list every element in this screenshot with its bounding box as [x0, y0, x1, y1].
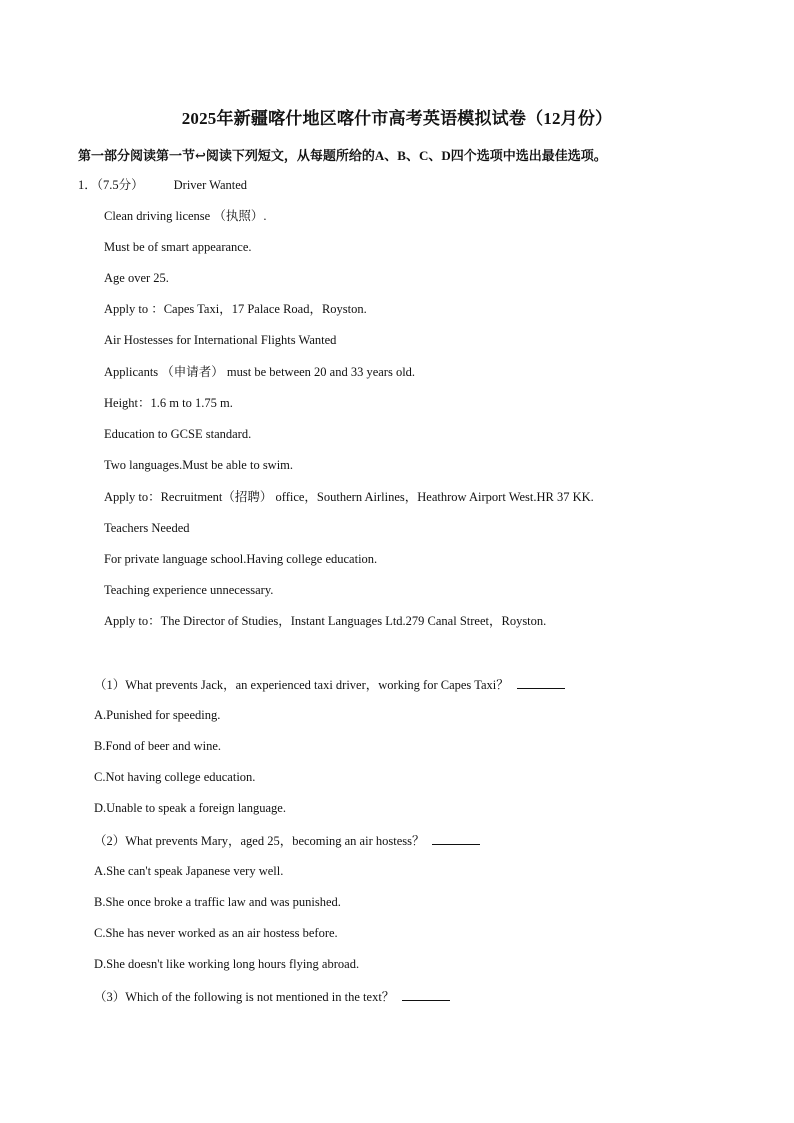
- sub-question-stem: （3）Which of the following is not mentioned in the text？: [94, 988, 450, 1005]
- option-b: B.Fond of beer and wine.: [94, 739, 222, 753]
- ad-line: Age over 25.: [104, 271, 169, 285]
- section-heading: 第一部分阅读第一节↩阅读下列短文，从每题所给的A、B、C、D四个选项中选出最佳选项。: [78, 148, 607, 163]
- ad-line: Education to GCSE standard.: [104, 427, 252, 441]
- ad-line: Two languages.Must be able to swim.: [104, 458, 294, 472]
- option-b: B.She once broke a traffic law and was punished.: [94, 895, 341, 909]
- answer-blank[interactable]: [402, 988, 450, 1001]
- page-title: 2025年新疆喀什地区喀什市高考英语模拟试卷（12月份）: [181, 109, 613, 128]
- option-d: D.She doesn't like working long hours flying abroad.: [94, 957, 360, 971]
- option-d: D.Unable to speak a foreign language.: [94, 801, 286, 815]
- option-c: C.Not having college education.: [94, 770, 256, 784]
- ad-line: Clean driving license （执照）.: [104, 209, 267, 223]
- ad-line: Teaching experience unnecessary.: [104, 583, 274, 597]
- ad-line: For private language school.Having college education.: [104, 552, 378, 566]
- option-a: A.Punished for speeding.: [94, 708, 221, 722]
- ad-line: Teachers Needed: [104, 521, 190, 535]
- ad-line: Apply to：Recruitment（招聘） office，Southern Airlines，Heathrow Airport West.HR 37 KK.: [104, 490, 594, 504]
- option-c: C.She has never worked as an air hostess before.: [94, 926, 338, 940]
- answer-blank[interactable]: [432, 832, 480, 845]
- question-number: 1．（7.5分）: [78, 178, 144, 192]
- ad-line: Must be of smart appearance.: [104, 240, 252, 254]
- ad-line: Applicants （申请者） must be between 20 and 33 years old.: [104, 365, 416, 379]
- ad-line: Air Hostesses for International Flights Wanted: [104, 333, 337, 347]
- ad-line: Apply to：The Director of Studies，Instant Languages Ltd.279 Canal Street，Royston.: [104, 614, 547, 628]
- sub-question-stem: （1）What prevents Jack，an experienced taxi driver，working for Capes Taxi？: [94, 676, 565, 693]
- answer-blank[interactable]: [517, 676, 565, 689]
- passage-title: Driver Wanted: [173, 178, 248, 192]
- sub-question-stem: （2）What prevents Mary，aged 25，becoming an air hostess？: [94, 832, 480, 849]
- ad-line: Apply to ：Capes Taxi，17 Palace Road，Royston.: [104, 302, 367, 316]
- ad-line: Height：1.6 m to 1.75 m.: [104, 396, 233, 410]
- option-a: A.She can't speak Japanese very well.: [94, 864, 284, 878]
- question-header: [78, 177, 247, 193]
